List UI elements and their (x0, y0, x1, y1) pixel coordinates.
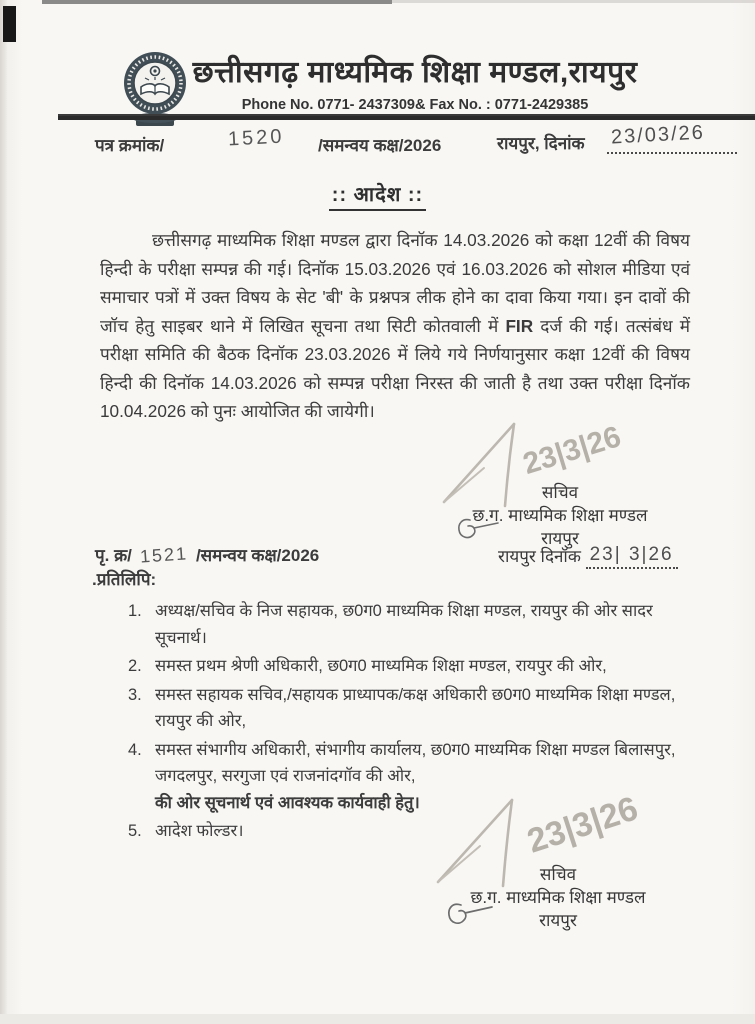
place-date-label: रायपुर, दिनांक (497, 134, 585, 153)
signatory-org: छ.ग. माध्यमिक शिक्षा मण्डल (472, 506, 648, 525)
body-text-after-fir: दर्ज की गई। तत्संबंध में परीक्षा समिति की बैठक दिनॉक 23.03.2026 में लिये गये निर्णयानुसार कक्षा 12वीं की विषय हिन्दी की दिनॉक 14.03.2026 को सम्पन्न परीक्षा निरस्त की जाती है तथा उक्त परीक्षा दिनॉक 10.04.2026 को पुनः आयोजित की जायेगी। (100, 315, 691, 421)
list-item-text: आदेश फोल्डर। (155, 822, 244, 840)
signatory-place: रायपुर (541, 529, 579, 548)
initial-scribble-icon (456, 516, 500, 547)
signatory-org: छ.ग. माध्यमिक शिक्षा मण्डल (470, 888, 646, 907)
org-title: छत्तीसगढ़ माध्यमिक शिक्षा मण्डल,रायपुर (192, 56, 638, 89)
list-item (128, 653, 696, 680)
section-label: /समन्वय कक्ष/2026 (318, 136, 442, 155)
page-edge-shadow (0, 0, 7, 1024)
endorsement-ref-handwritten: 1521 (139, 543, 189, 567)
scan-bottom-band (0, 1014, 755, 1024)
list-item-text: समस्त सहायक सचिव,/सहायक प्राध्यापक/कक्ष अधिकारी छ0ग0 माध्यमिक शिक्षा मण्डल, रायपुर की ओर, (155, 685, 676, 730)
endorsement-ref-label: पृ. क्र/ (95, 546, 132, 565)
list-item-number: 1. (128, 602, 142, 620)
phone-fax-line: Phone No. 0771- 2437309& Fax No. : 0771-2429385 (241, 97, 589, 113)
signature-date-handwritten: 23|3|26 (522, 789, 643, 861)
signature-block-bottom (428, 790, 728, 935)
list-item (128, 682, 696, 735)
scan-top-streak-light (392, 0, 755, 3)
list-item-number: 3. (128, 685, 142, 704)
list-item (128, 598, 696, 651)
signature-place-date-line (498, 544, 678, 571)
signatory-designation: सचिव (539, 865, 577, 884)
endorsement-reference-line (95, 543, 319, 566)
order-body-paragraph (100, 226, 690, 426)
list-item-text-bold: की ओर सूचनार्थ एवं आवश्यक कार्यवाही हेतु। (155, 793, 420, 812)
signature-date-handwritten: 23|3|26 (519, 420, 625, 481)
scan-top-streak (42, 0, 392, 4)
signatory-designation: सचिव (541, 483, 579, 502)
letter-number-handwritten: 1520 (227, 125, 286, 151)
signatory-place: रायपुर (539, 911, 577, 930)
fir-bold-text: FIR (505, 315, 534, 336)
date-handwritten: 23/03/26 (610, 121, 706, 149)
order-heading: :: आदेश :: (329, 180, 426, 211)
signature-place-date-label: रायपुर दिनॉक (498, 547, 581, 566)
initial-scribble-icon (446, 900, 494, 933)
header-divider (58, 114, 755, 120)
body-text-before-fir: छत्तीसगढ़ माध्यमिक शिक्षा मण्डल द्वारा दिनॉक 14.03.2026 को कक्षा 12वीं की विषय हिन्दी के परीक्षा सम्पन्न की गई। दिनॉक 15.03.2026 एवं 16.03.2026 को सोशल मीडिया एवं समाचार पत्रों में उक्त विषय के सेट 'बी' के प्रश्नपत्र लीक होने का दावा किया गया। इन दावों की जॉच हेतु साइबर थाने में लिखित सूचना तथा सिटी कोतवाली में (100, 230, 690, 336)
list-item-number: 4. (128, 740, 142, 759)
endorsement-ref-suffix: /समन्वय कक्ष/2026 (195, 546, 320, 565)
list-item-text-main: समस्त संभागीय अधिकारी, संभागीय कार्यालय, छ0ग0 माध्यमिक शिक्षा मण्डल बिलासपुर, जगदलपुर, सरगुजा एवं राजनांदगॉव की ओर, (155, 740, 676, 785)
list-item-text: समस्त प्रथम श्रेणी अधिकारी, छ0ग0 माध्यमिक शिक्षा मण्डल, रायपुर की ओर, (155, 657, 607, 675)
signature-place-date-value: 23| 3|26 (586, 544, 678, 569)
letter-number-label: पत्र क्रमांक/ (95, 136, 165, 155)
signature-block-top (430, 418, 730, 578)
list-item-number: 5. (128, 822, 142, 840)
list-item-text: अध्यक्ष/सचिव के निज सहायक, छ0ग0 माध्यमिक शिक्षा मण्डल, रायपुर की ओर सादर सूचनार्थ। (155, 602, 653, 647)
list-item-number: 2. (128, 657, 142, 675)
order-heading-wrap (0, 180, 755, 211)
scan-corner-mark (3, 6, 16, 42)
copy-to-label: .प्रतिलिपि: (92, 570, 157, 589)
